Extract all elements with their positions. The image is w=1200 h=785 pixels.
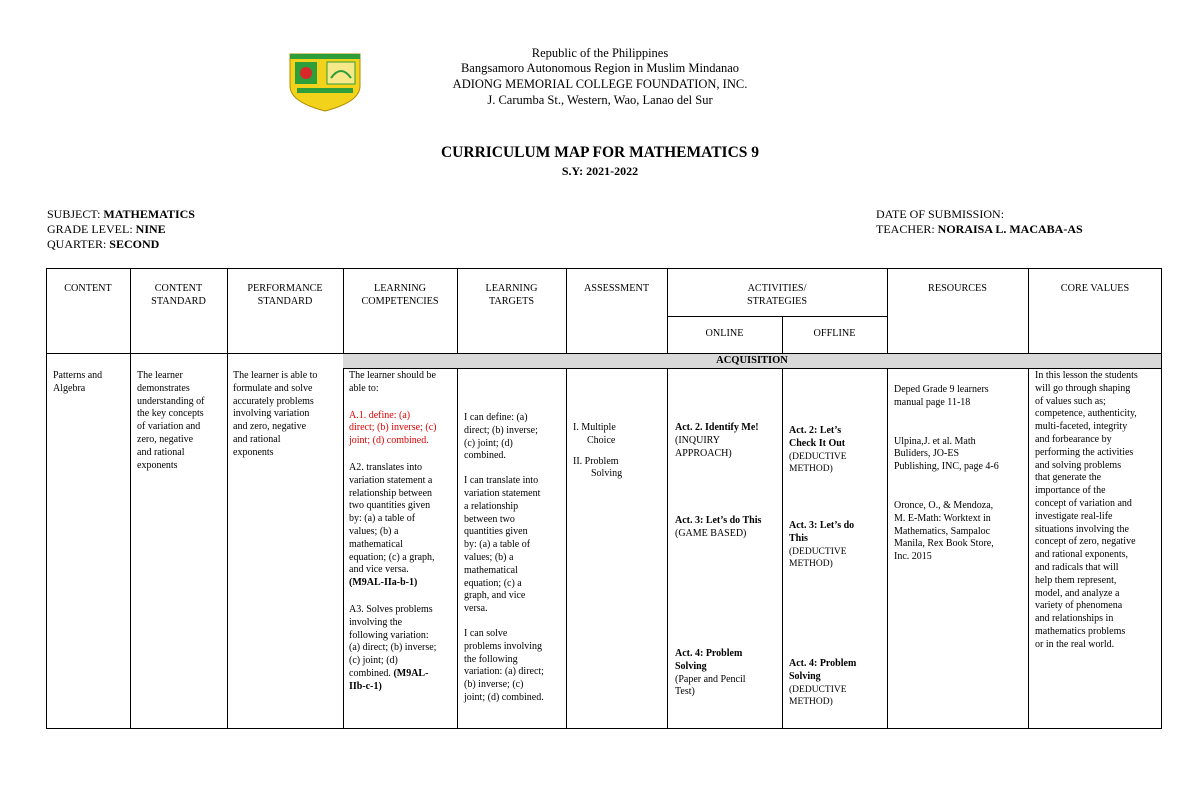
target-2: I can translate into variation statement a relationship between two quantities given by: (a) a table of values; (b) a mathematical equation; (c) a graph, and vice versa. <box>464 475 541 615</box>
header-address: J. Carumba St., Western, Wao, Lanao del Sur <box>487 93 713 107</box>
acquisition-band: ACQUISITION <box>343 354 1161 368</box>
cell-offline-activity-1: Act. 2: Let’s Check It Out (DEDUCTIVE METHOD) <box>789 425 847 475</box>
school-year: S.Y: 2021-2022 <box>561 164 639 178</box>
th-performance-standard: PERFORMANCE STANDARD <box>247 283 323 307</box>
cell-online-activity-2: Act. 3: Let’s do This (GAME BASED) <box>675 515 762 539</box>
th-resources: RESOURCES <box>928 283 987 294</box>
th-activities: ACTIVITIES/ STRATEGIES <box>747 283 807 307</box>
th-assessment: ASSESSMENT <box>583 283 650 294</box>
th-online: ONLINE <box>705 328 744 339</box>
competency-a3: A3. Solves problems involving the following variation: (a) direct; (b) inverse; (c) joint; (d) combined. (M9AL- IIb-c-1) <box>349 603 437 692</box>
target-1: I can define: (a) direct; (b) inverse; (c) joint; (d) combined. <box>464 412 538 462</box>
cell-learning-targets <box>464 412 566 705</box>
cell-assessment: I. Multiple Choice II. Problem Solving <box>573 422 623 480</box>
meta-date: DATE OF SUBMISSION: <box>876 207 1005 221</box>
cell-resources <box>894 384 1028 564</box>
cell-content-standard: The learner demonstrates understanding of the key concepts of variation and zero, negative and rational exponents <box>137 370 205 471</box>
th-learning-targets: LEARNING TARGETS <box>485 283 538 307</box>
th-content-standard: CONTENT STANDARD <box>151 283 206 307</box>
th-learning-competencies: LEARNING COMPETENCIES <box>361 283 439 307</box>
meta-grade: GRADE LEVEL: NINE <box>47 222 166 236</box>
competency-a2: A2. translates into variation statement a relationship between two quantities given by: (a) a table of values; (b) a mathematical equation; (c) a graph, and vice versa. (M9AL-IIa-b-1) <box>349 461 435 589</box>
resource-3: Oronce, O., & Mendoza, M. E-Math: Worktext in Mathematics, Sampaloc Manila, Rex Book Store, Inc. 2015 <box>894 499 994 563</box>
cell-performance-standard: The learner is able to formulate and solve accurately problems involving variation and zero, negative and rational exponents <box>233 370 318 458</box>
meta-teacher: TEACHER: NORAISA L. MACABA-AS <box>876 222 1083 236</box>
cell-offline-activity-2: Act. 3: Let’s do This (DEDUCTIVE METHOD) <box>789 520 855 570</box>
competency-a1: A.1. define: (a) direct; (b) inverse; (c) joint; (d) combined. <box>349 409 437 447</box>
resource-2: Ulpina,J. et al. Math Buliders, JO-ES Publishing, INC, page 4-6 <box>894 435 999 473</box>
header-institution: ADIONG MEMORIAL COLLEGE FOUNDATION, INC. <box>452 77 748 91</box>
target-3: I can solve problems involving the following variation: (a) direct; (b) inverse; (c) joint; (d) combined. <box>464 627 544 703</box>
th-core-values: CORE VALUES <box>1060 283 1130 294</box>
meta-quarter: QUARTER: SECOND <box>47 237 160 251</box>
cell-core-values: In this lesson the students will go through shaping of values such as; competence, authenticity, multi-faceted, integrity and forbearance by performing the activities and solving problems that generate the importance of the concept of variation and investigate real-life situations involving the concept of zero, negative and rational exponents, and radicals that will help them represent, model, and analyze a variety of phenomena and relationships in mathematics problems or in the real world. <box>1035 370 1138 650</box>
cell-offline-activity-3: Act. 4: Problem Solving (DEDUCTIVE METHOD) <box>789 658 857 708</box>
header-line-region: Bangsamoro Autonomous Region in Muslim Mindanao <box>460 61 740 75</box>
header-line-republic: Republic of the Philippines <box>531 46 669 60</box>
cell-online-activity-1: Act. 2. Identify Me! (INQUIRY APPROACH) <box>675 422 759 459</box>
cell-content: Patterns and Algebra <box>53 370 103 394</box>
page-title: CURRICULUM MAP FOR MATHEMATICS 9 <box>440 144 760 161</box>
resource-1: Deped Grade 9 learners manual page 11-18 <box>894 384 989 408</box>
meta-subject: SUBJECT: MATHEMATICS <box>47 207 195 221</box>
cell-learning-competencies: The learner should be able to: A.1. define: (a) direct; (b) inverse; (c) joint; (d) combined. A2. translates into variation statement a relationship between two quantities given by: (a) a table of values; (b) a mathematical equation; (c) a graph, and vice versa. (M9AL-IIa-b-1) A3. Solves problems involving the following variation: (a) direct; (b) inverse; (c) joint; (d) combined. (M9AL- IIb-c-1) <box>349 370 457 694</box>
th-content: CONTENT <box>64 283 112 294</box>
cell-online-activity-3: Act. 4: Problem Solving (Paper and Pencil Test) <box>675 648 746 698</box>
th-offline: OFFLINE <box>813 328 856 339</box>
